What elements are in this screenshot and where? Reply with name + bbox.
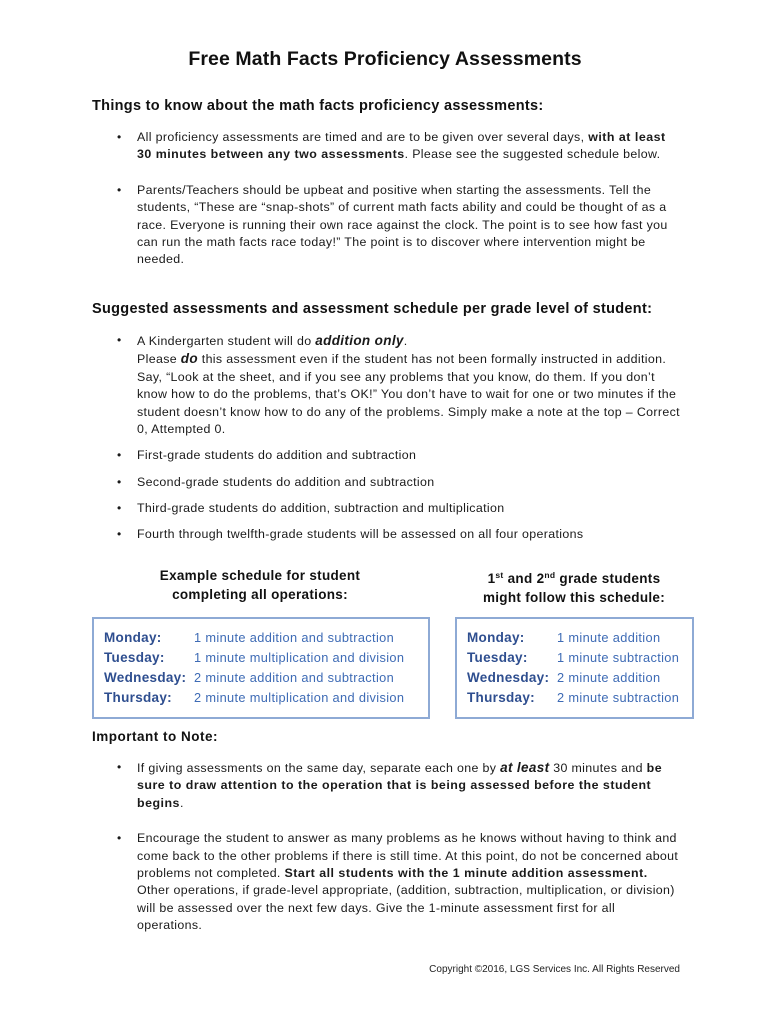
list-item-kindergarten: • A Kindergarten student will do addition only. Please do this assessment even if the student has not been formally instructed in addition. Say, “Look at the sheet, and if you see any problems that you know, do them. If you don’t know how to do the problems, that’s OK!” You don’t have to wait for one or two minutes if the student doesn’t know how to do any of the problems. Simply make a note at the top – Correct 0, Attempted 0.: [117, 333, 680, 437]
schedule-activity: 2 minute addition: [557, 670, 661, 685]
schedule-activity: 1 minute addition: [557, 630, 661, 645]
schedule-day: Wednesday:: [104, 670, 187, 685]
right-schedule-box: [455, 617, 694, 719]
left-schedule-heading: Example schedule for student completing all operations:: [159, 568, 361, 602]
list-item: • Encourage the student to answer as many problems as he knows without having to think and come back to the other problems if there is still time. At this point, do not be concerned about problems not completed. Start all students with the 1 minute addition assessment. Other operations, if grade-level appropriate, (addition, subtraction, multiplication, or division) will be assessed over the next few days. Give the 1-minute assessment first for all operations.: [117, 831, 679, 933]
schedule-activity: 1 minute subtraction: [557, 650, 680, 665]
list-item: • Parents/Teachers should be upbeat and positive when starting the assessments. Tell the students, “These are “snap-shots” of current math facts ability and could be thought of as a race. Everyone is running their own race against the clock. The point is to see how fast you can run the math facts race today!” The point is to discover where intervention might be needed.: [117, 182, 668, 267]
schedule-day: Thursday:: [104, 690, 172, 705]
schedule-activity: 1 minute multiplication and division: [194, 650, 405, 665]
bullet-glyph: •: [117, 474, 122, 489]
things-to-know-list: [117, 129, 682, 269]
list-item-grade: • First-grade students do addition and subtraction: [137, 447, 682, 464]
bullet-glyph: •: [117, 333, 122, 347]
bullet-glyph: •: [117, 526, 122, 541]
right-schedule-heading: 1st and 2nd grade students might follow this schedule:: [482, 570, 666, 605]
section-heading-important-note: Important to Note:: [92, 729, 218, 744]
section-heading-suggested-schedule: Suggested assessments and assessment schedule per grade level of student:: [92, 301, 653, 317]
bullet-glyph: •: [117, 501, 122, 516]
bullet-glyph: •: [117, 182, 122, 197]
bullet-glyph: •: [117, 831, 122, 846]
schedule-day: Monday:: [104, 630, 162, 645]
bullet-glyph: •: [117, 760, 122, 774]
schedule-day: Monday:: [467, 630, 525, 645]
schedule-activity: 2 minute subtraction: [557, 690, 680, 705]
important-notes-list: [117, 759, 682, 935]
schedule-day: Thursday:: [467, 690, 535, 705]
bullet-glyph: •: [117, 448, 122, 463]
list-item-grade: • Third-grade students do addition, subtraction and multiplication: [137, 500, 682, 517]
list-item: • If giving assessments on the same day, separate each one by at least 30 minutes and be sure to draw attention to the operation that is being assessed before the student begins.: [117, 760, 663, 810]
schedule-day: Tuesday:: [104, 650, 165, 665]
schedule-activity: 2 minute addition and subtraction: [194, 670, 395, 685]
schedule-day: Wednesday:: [467, 670, 550, 685]
grade-level-list: [117, 332, 682, 543]
schedule-day: Tuesday:: [467, 650, 528, 665]
left-schedule-box: [92, 617, 430, 719]
schedule-activity: 2 minute multiplication and division: [194, 690, 405, 705]
section-heading-things-to-know: Things to know about the math facts proficiency assessments:: [92, 98, 544, 114]
page-title: Free Math Facts Proficiency Assessments: [188, 48, 582, 70]
list-item-grade: • Second-grade students do addition and subtraction: [137, 474, 682, 491]
bullet-glyph: •: [117, 130, 122, 144]
schedule-activity: 1 minute addition and subtraction: [194, 630, 395, 645]
copyright-footer: Copyright ©2016, LGS Services Inc. All Rights Reserved: [429, 964, 680, 975]
list-item-grade: • Fourth through twelfth-grade students will be assessed on all four operations: [137, 526, 682, 543]
list-item: • All proficiency assessments are timed and are to be given over several days, with at least 30 minutes between any two assessments. Please see the suggested schedule below.: [117, 130, 666, 162]
